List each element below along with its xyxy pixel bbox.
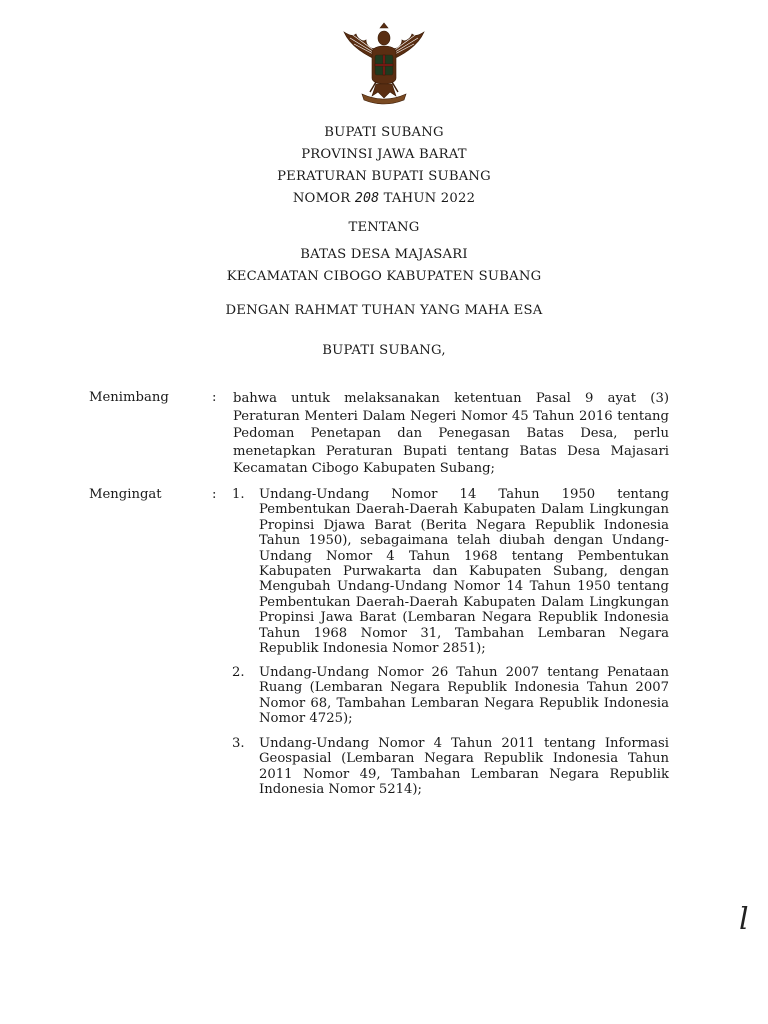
header-number xyxy=(0,188,768,210)
rahmat-line xyxy=(0,300,768,322)
handwritten-number: 208 xyxy=(354,191,380,206)
subject-block xyxy=(0,244,768,288)
list-item: Undang-Undang Nomor 26 Tahun 2007 tentang Penataan Ruang (Lembaran Negara Republik Indonesia Tahun 2007 Nomor 68, Tambahan Lembaran Negara Republik Indonesia Nomor 4725); xyxy=(259,665,669,727)
number-prefix: NOMOR xyxy=(292,191,351,206)
header-bupati: BUPATI SUBANG xyxy=(324,125,444,140)
subject-line-2: KECAMATAN CIBOGO KABUPATEN SUBANG xyxy=(226,269,542,284)
list-item: Undang-Undang Nomor 14 Tahun 1950 tentang Pembentukan Daerah-Daerah Kabupaten Dalam Lingkungan Propinsi Djawa Barat (Berita Negara Republik Indonesia Tahun 1950), sebagaimana telah diubah dengan Undang-Undang Nomor 4 Tahun 1968 tentang Pembentukan Kabupaten Purwakarta dan Kabupaten Subang, dengan Mengubah Undang-Undang Nomor 14 Tahun 1950 tentang Pembentukan Daerah-Daerah Kabupaten Dalam Lingkungan Propinsi Jawa Barat (Lembaran Negara Republik Indonesia Tahun 1968 Nomor 31, Tambahan Lembaran Negara Republik Indonesia Nomor 2851); xyxy=(259,487,669,657)
tentang-text: TENTANG xyxy=(348,220,420,235)
tentang-heading xyxy=(0,217,768,239)
mengingat-label: Mengingat xyxy=(89,487,162,502)
menimbang-label: Menimbang xyxy=(89,390,169,405)
document-header xyxy=(0,122,768,210)
list-item-number: 2. xyxy=(232,665,245,680)
menimbang-text: bahwa untuk melaksanakan ketentuan Pasal 9 ayat (3) Peraturan Menteri Dalam Negeri Nomor 45 Tahun 2016 tentang Pedoman Penetapan dan Penegasan Batas Desa, perlu menetapkan Peraturan Bupati tentang Batas Desa Majasari Kecamatan Cibogo Kabupaten Subang; xyxy=(233,391,669,477)
list-item-number: 1. xyxy=(232,487,245,502)
bupati-text: BUPATI SUBANG, xyxy=(322,343,446,358)
number-year: TAHUN 2022 xyxy=(383,191,476,206)
list-item: Undang-Undang Nomor 4 Tahun 2011 tentang Informasi Geospasial (Lembaran Negara Republik Indonesia Tahun 2011 Nomor 49, Tambahan Lembaran Negara Republik Indonesia Nomor 5214); xyxy=(259,736,669,798)
paraf-mark: l xyxy=(739,902,749,937)
garuda-emblem-icon xyxy=(336,22,432,106)
mengingat-colon: : xyxy=(212,487,217,502)
menimbang-colon: : xyxy=(212,390,217,405)
list-item-number: 3. xyxy=(232,736,245,751)
subject-line-1: BATAS DESA MAJASARI xyxy=(300,247,468,262)
bupati-line xyxy=(0,340,768,362)
header-province: PROVINSI JAWA BARAT xyxy=(301,147,467,162)
rahmat-text: DENGAN RAHMAT TUHAN YANG MAHA ESA xyxy=(225,303,543,318)
header-regulation: PERATURAN BUPATI SUBANG xyxy=(277,169,491,184)
